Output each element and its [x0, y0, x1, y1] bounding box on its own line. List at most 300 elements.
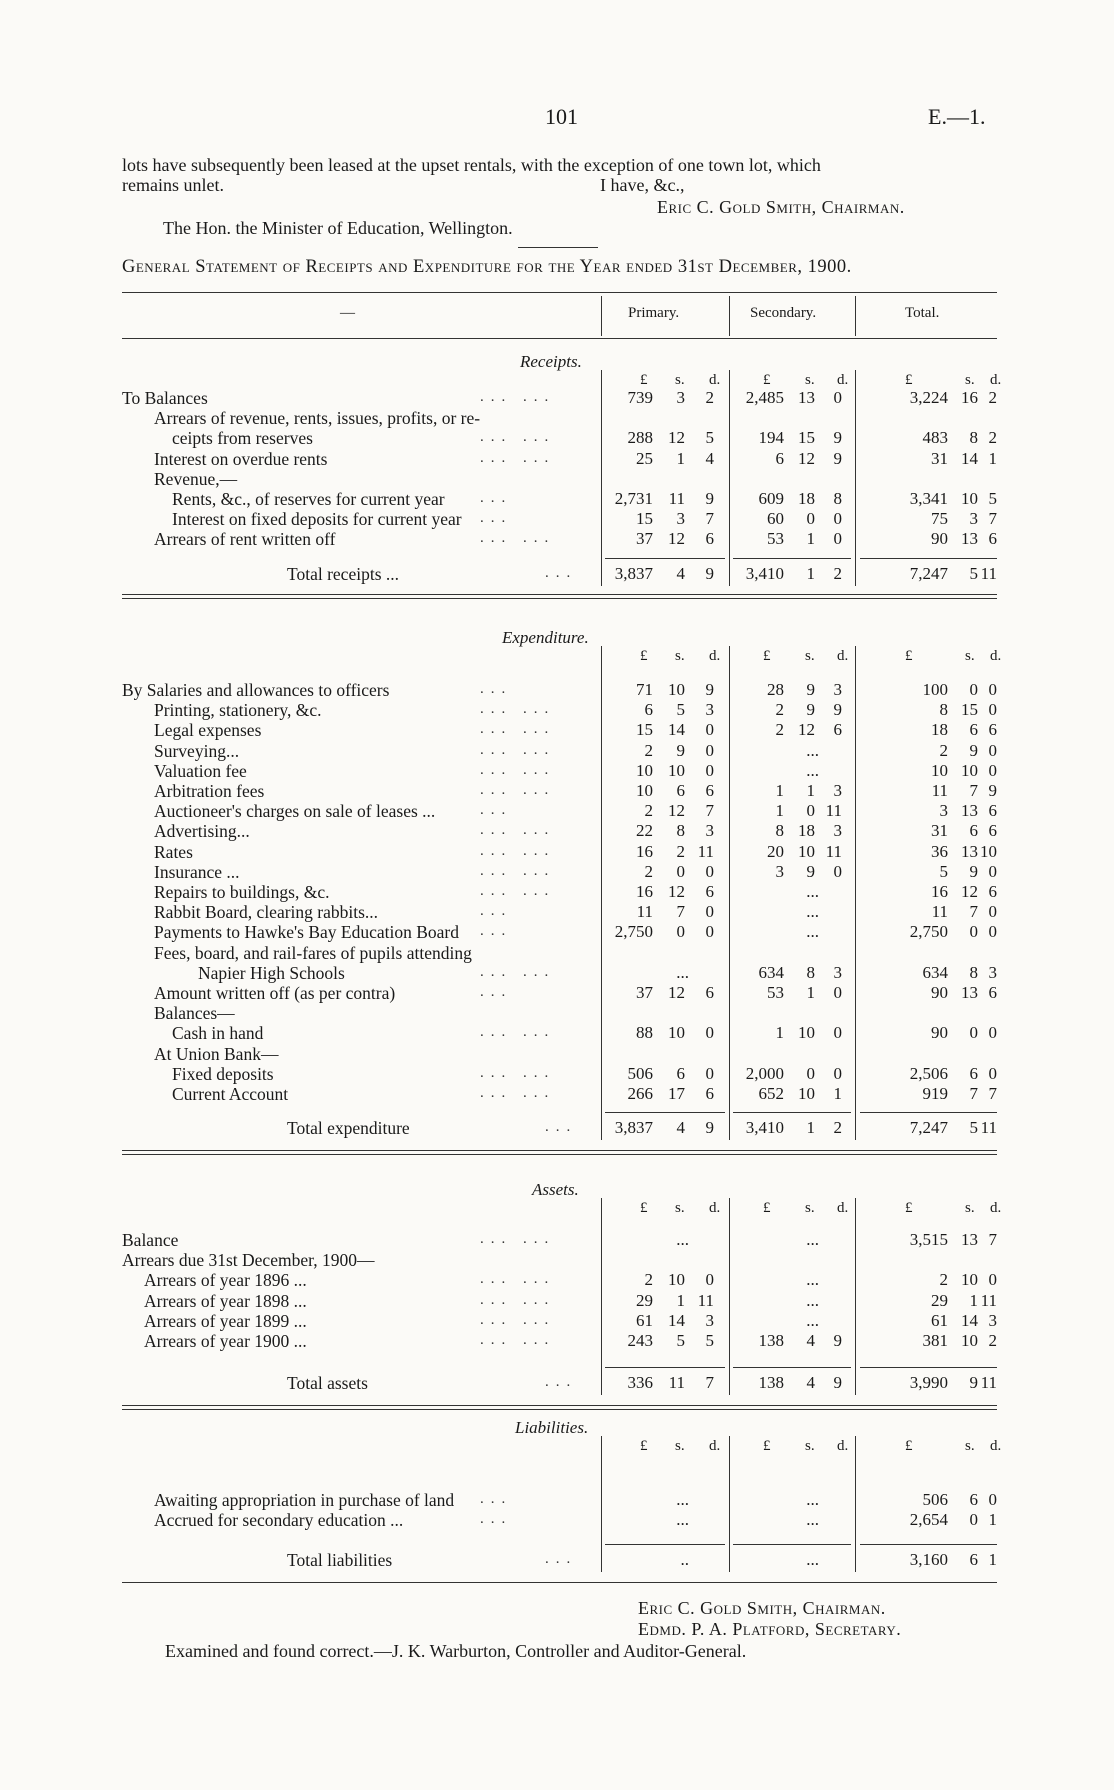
expenditure-heading: Expenditure.: [502, 628, 589, 647]
assets-row-1-leader: ... ...: [480, 1231, 556, 1247]
expenditure-row-6-t-pounds: 11: [931, 781, 948, 800]
receipts-row-8-t-pence: 6: [988, 529, 997, 549]
expenditure-row-18-t-pounds: 90: [931, 1023, 948, 1043]
expenditure-row-9-t-pounds: 36: [931, 841, 948, 861]
receipts-row-3-p-pence: 5: [705, 428, 714, 448]
expenditure-row-16-s-pence: 0: [833, 983, 842, 1002]
receipts-row-4-s-shillings: 12: [798, 448, 815, 468]
expenditure-row-7-t-pence: 6: [988, 801, 997, 821]
expenditure-row-21-p-shillings: 17: [668, 1084, 685, 1103]
expenditure-row-4-label: Surveying...: [154, 740, 240, 761]
expenditure-row-13-p-pounds: 2,750: [614, 922, 653, 942]
receipts-units-p-pence-unit: d.: [709, 372, 721, 388]
receipts-row-7-t-shillings: 3: [969, 509, 978, 529]
receipts-total-s-shillings: 1: [806, 563, 815, 583]
receipts-total-rule-total: [860, 558, 997, 559]
expenditure-row-15-t-pence: 3: [988, 962, 997, 982]
receipts-row-3-label: ceipts from reserves: [172, 428, 313, 449]
expenditure-row-21-t-pence: 7: [988, 1084, 997, 1103]
expenditure-row-9-p-pence: 11: [697, 841, 714, 861]
liabilities-units-p-pound-unit: £: [640, 1438, 648, 1454]
assets-row-5-label: Arrears of year 1899 ...: [144, 1310, 307, 1331]
liabilities-total-t-shillings: 6: [969, 1550, 978, 1570]
expenditure-row-16-p-pence: 6: [705, 983, 714, 1002]
liabilities-total-label: Total liabilities: [287, 1550, 393, 1571]
expenditure-row-9-label: Rates: [154, 841, 193, 862]
expenditure-row-9-s-pence: 11: [825, 841, 842, 861]
assets-units-s-pence-unit: d.: [837, 1200, 849, 1216]
assets-row-1-t-pounds: 3,515: [909, 1230, 948, 1249]
expenditure-total-t-shillings: 5: [969, 1118, 978, 1138]
expenditure-row-1-p-pounds: 71: [636, 680, 653, 699]
receipts-bottom-rule: [122, 594, 997, 595]
expenditure-row-2-s-pounds: 2: [775, 700, 784, 720]
expenditure-units-p-pound-unit: £: [640, 648, 648, 664]
expenditure-row-20-p-pence: 0: [705, 1063, 714, 1083]
expenditure-row-10-s-pence: 0: [833, 861, 842, 881]
liabilities-row-2-t-pounds: 2,654: [909, 1510, 948, 1530]
expenditure-row-6-s-shillings: 1: [806, 781, 815, 800]
receipts-row-1-p-shillings: 3: [676, 388, 685, 407]
receipts-row-8-p-pence: 6: [705, 529, 714, 549]
expenditure-row-3-leader: ... ...: [480, 721, 556, 738]
expenditure-row-4-p-pence: 0: [705, 740, 714, 760]
expenditure-divider-3: [855, 646, 856, 1140]
expenditure-total-p-pence: 9: [705, 1118, 714, 1138]
receipts-total-s-pence: 2: [833, 563, 842, 583]
expenditure-row-3-t-pence: 6: [988, 720, 997, 740]
expenditure-row-3-p-shillings: 14: [668, 720, 685, 740]
expenditure-row-4-t-pounds: 2: [939, 740, 948, 760]
expenditure-row-18-t-pence: 0: [988, 1023, 997, 1043]
receipts-row-1-t-pence: 2: [988, 388, 997, 407]
expenditure-row-3-p-pounds: 15: [636, 720, 653, 740]
assets-row-3-leader: ... ...: [480, 1271, 556, 1288]
expenditure-row-18-s-pounds: 1: [775, 1023, 784, 1043]
expenditure-row-20-s-shillings: 0: [806, 1063, 815, 1083]
receipts-row-3-p-pounds: 288: [627, 428, 653, 448]
liabilities-units-t-shilling-unit: s.: [965, 1438, 975, 1454]
expenditure-row-16-label: Amount written off (as per contra): [154, 983, 396, 1003]
receipts-bottom-rule-2: [122, 598, 997, 599]
expenditure-row-20-leader: ... ...: [480, 1064, 556, 1081]
receipts-row-8-s-pence: 0: [833, 529, 842, 549]
receipts-row-7-s-pounds: 60: [767, 509, 784, 529]
receipts-row-1-t-pounds: 3,224: [909, 388, 948, 407]
receipts-heading: Receipts.: [520, 352, 582, 371]
expenditure-row-13-t-pence: 0: [988, 922, 997, 942]
expenditure-row-8-p-pounds: 22: [636, 821, 653, 841]
expenditure-row-7-s-pence: 11: [825, 801, 842, 821]
receipts-row-3-t-shillings: 8: [969, 428, 978, 448]
receipts-row-3-leader: ... ...: [480, 429, 556, 446]
receipts-row-7-s-shillings: 0: [806, 509, 815, 529]
receipts-row-6-s-pence: 8: [833, 489, 842, 508]
expenditure-row-13-t-pounds: 2,750: [909, 922, 948, 942]
assets-bottom-rule-2: [122, 1409, 997, 1410]
receipts-total-label: Total receipts ...: [287, 563, 399, 584]
receipts-total-leader: ...: [545, 564, 578, 581]
expenditure-row-13-p-shillings: 0: [676, 922, 685, 942]
assets-total-t-pence: 11: [980, 1373, 997, 1393]
assets-row-6-t-pounds: 381: [922, 1331, 948, 1350]
document-code: E.—1.: [928, 104, 986, 129]
expenditure-row-9-p-pounds: 16: [636, 841, 653, 861]
receipts-row-2-label: Arrears of revenue, rents, issues, profits, or re-: [154, 408, 481, 429]
receipts-row-7-p-shillings: 3: [676, 509, 685, 529]
expenditure-row-7-p-pence: 7: [705, 801, 714, 821]
expenditure-row-2-t-shillings: 15: [961, 700, 978, 720]
expenditure-row-16-p-pounds: 37: [636, 983, 653, 1002]
expenditure-row-11-t-pounds: 16: [931, 882, 948, 901]
expenditure-row-8-t-pounds: 31: [931, 821, 948, 841]
receipts-row-8-leader: ... ...: [480, 530, 556, 547]
receipts-total-s-pounds: 3,410: [745, 563, 784, 583]
expenditure-row-2-t-pence: 0: [988, 700, 997, 720]
expenditure-row-3-s-pounds: 2: [775, 720, 784, 740]
expenditure-row-20-p-shillings: 6: [676, 1063, 685, 1083]
assets-total-leader: ...: [545, 1374, 578, 1391]
expenditure-units-p-shilling-unit: s.: [675, 648, 685, 664]
expenditure-divider-2: [729, 646, 730, 1140]
assets-total-p-shillings: 11: [668, 1373, 685, 1393]
expenditure-row-2-t-pounds: 8: [939, 700, 948, 720]
receipts-row-8-s-shillings: 1: [806, 529, 815, 549]
assets-row-6-s-shillings: 4: [806, 1331, 815, 1350]
expenditure-row-5-p-shillings: 10: [668, 760, 685, 780]
expenditure-row-1-label: By Salaries and allowances to officers: [122, 680, 390, 700]
receipts-row-7-label: Interest on fixed deposits for current year: [172, 509, 462, 530]
expenditure-row-20-t-pounds: 2,506: [909, 1063, 948, 1083]
receipts-row-6-t-pounds: 3,341: [909, 489, 948, 508]
expenditure-row-16-t-pence: 6: [988, 983, 997, 1002]
expenditure-row-10-p-shillings: 0: [676, 861, 685, 881]
expenditure-units-s-pence-unit: d.: [837, 648, 849, 664]
expenditure-row-1-t-pounds: 100: [922, 680, 948, 699]
expenditure-row-21-leader: ... ...: [480, 1085, 556, 1101]
assets-row-3-p-shillings: 10: [668, 1270, 685, 1290]
expenditure-divider-1: [601, 646, 602, 1140]
expenditure-row-6-p-shillings: 6: [676, 781, 685, 800]
expenditure-row-6-s-pence: 3: [833, 781, 842, 800]
expenditure-bottom-rule: [122, 1150, 997, 1151]
receipts-row-6-t-pence: 5: [988, 489, 997, 508]
assets-row-6-p-pence: 5: [705, 1331, 714, 1350]
assets-row-4-p-shillings: 1: [676, 1290, 685, 1310]
expenditure-row-10-t-pounds: 5: [939, 861, 948, 881]
expenditure-row-18-p-pounds: 88: [636, 1023, 653, 1043]
expenditure-row-5-label: Valuation fee: [154, 760, 247, 781]
expenditure-row-18-leader: ... ...: [480, 1024, 556, 1041]
receipts-row-6-s-shillings: 18: [798, 489, 815, 508]
assets-total-rule-total: [860, 1367, 997, 1368]
expenditure-row-18-label: Cash in hand: [172, 1023, 264, 1044]
assets-row-1-p-pounds: ...: [676, 1230, 689, 1249]
intro-line-2: remains unlet.: [122, 175, 224, 195]
expenditure-row-16-p-shillings: 12: [668, 983, 685, 1002]
receipts-units-t-pence-unit: d.: [990, 372, 1002, 388]
liabilities-row-2-s-pounds: ...: [806, 1510, 819, 1530]
short-rule: [518, 247, 598, 248]
receipts-row-8-p-pounds: 37: [636, 529, 653, 549]
expenditure-units-p-pence-unit: d.: [709, 648, 721, 664]
expenditure-row-4-leader: ... ...: [480, 741, 556, 758]
assets-row-1-s-pounds: ...: [806, 1230, 819, 1249]
expenditure-row-7-t-shillings: 13: [961, 801, 978, 821]
assets-bottom-rule: [122, 1405, 997, 1406]
receipts-row-7-t-pounds: 75: [931, 509, 948, 529]
receipts-total-rule-primary: [605, 558, 725, 559]
assets-units-s-pound-unit: £: [763, 1200, 771, 1216]
assets-row-5-s-pounds: ...: [806, 1310, 819, 1330]
assets-row-3-t-shillings: 10: [961, 1270, 978, 1290]
receipts-row-7-p-pounds: 15: [636, 509, 653, 529]
expenditure-row-15-t-shillings: 8: [969, 962, 978, 982]
receipts-row-3-p-shillings: 12: [668, 428, 685, 448]
assets-row-5-t-pence: 3: [988, 1310, 997, 1330]
expenditure-row-15-t-pounds: 634: [922, 962, 948, 982]
assets-row-5-leader: ... ...: [480, 1311, 556, 1328]
expenditure-row-12-t-pence: 0: [988, 902, 997, 922]
receipts-row-1-s-pounds: 2,485: [745, 388, 784, 407]
expenditure-row-21-t-pounds: 919: [922, 1084, 948, 1103]
expenditure-row-11-p-pence: 6: [705, 882, 714, 901]
assets-row-5-p-pounds: 61: [636, 1310, 653, 1330]
expenditure-row-6-label: Arbitration fees: [154, 781, 265, 801]
expenditure-row-10-p-pounds: 2: [644, 861, 653, 881]
expenditure-row-21-s-pence: 1: [833, 1084, 842, 1103]
expenditure-total-rule-total: [860, 1112, 997, 1113]
receipts-row-4-t-pounds: 31: [931, 448, 948, 468]
expenditure-row-12-p-pounds: 11: [636, 902, 653, 922]
expenditure-row-6-p-pounds: 10: [636, 781, 653, 800]
receipts-divider-3: [855, 370, 856, 586]
expenditure-row-15-label: Napier High Schools: [198, 962, 345, 983]
header-divider-1: [601, 296, 602, 336]
expenditure-row-9-t-shillings: 13: [961, 841, 978, 861]
receipts-row-4-t-pence: 1: [988, 448, 997, 468]
expenditure-row-11-p-shillings: 12: [668, 882, 685, 901]
assets-row-4-label: Arrears of year 1898 ...: [144, 1290, 307, 1311]
liabilities-total-rule-primary: [605, 1544, 725, 1545]
expenditure-row-21-label: Current Account: [172, 1084, 289, 1104]
expenditure-row-8-label: Advertising...: [154, 821, 250, 842]
expenditure-row-2-p-shillings: 5: [676, 700, 685, 720]
expenditure-row-5-t-pounds: 10: [931, 760, 948, 780]
expenditure-row-11-s-pounds: ...: [806, 882, 819, 901]
footer-signature-chairman: Eric C. Gold Smith, Chairman.: [638, 1598, 886, 1618]
assets-units-t-pound-unit: £: [905, 1200, 913, 1216]
liabilities-units-p-pence-unit: d.: [709, 1438, 721, 1454]
assets-total-p-pounds: 336: [627, 1373, 653, 1393]
expenditure-row-1-s-shillings: 9: [806, 680, 815, 699]
expenditure-row-6-leader: ... ...: [480, 782, 556, 798]
expenditure-row-11-p-pounds: 16: [636, 882, 653, 901]
expenditure-row-7-p-shillings: 12: [668, 801, 685, 821]
expenditure-row-12-s-pounds: ...: [806, 902, 819, 922]
expenditure-row-16-s-shillings: 1: [806, 983, 815, 1002]
expenditure-row-2-label: Printing, stationery, &c.: [154, 700, 322, 721]
receipts-row-6-t-shillings: 10: [961, 489, 978, 508]
assets-row-6-t-shillings: 10: [961, 1331, 978, 1350]
receipts-total-t-pounds: 7,247: [909, 563, 948, 583]
receipts-row-1-p-pounds: 739: [627, 388, 653, 407]
assets-total-label: Total assets: [287, 1373, 368, 1394]
assets-total-s-pence: 9: [833, 1373, 842, 1393]
expenditure-row-1-s-pence: 3: [833, 680, 842, 699]
column-header-blank: —: [340, 305, 355, 321]
expenditure-row-18-s-pence: 0: [833, 1023, 842, 1043]
expenditure-row-16-t-shillings: 13: [961, 983, 978, 1002]
expenditure-row-19-label: At Union Bank—: [154, 1043, 279, 1064]
expenditure-row-9-leader: ... ...: [480, 842, 556, 859]
expenditure-units-s-shilling-unit: s.: [805, 648, 815, 664]
assets-row-4-t-pounds: 29: [931, 1290, 948, 1310]
assets-row-4-p-pounds: 29: [636, 1290, 653, 1310]
receipts-total-p-pence: 9: [705, 563, 714, 583]
expenditure-row-8-t-pence: 6: [988, 821, 997, 841]
expenditure-row-3-label: Legal expenses: [154, 720, 262, 741]
liabilities-row-1-t-shillings: 6: [969, 1490, 978, 1509]
expenditure-row-2-s-pence: 9: [833, 700, 842, 720]
receipts-row-7-s-pence: 0: [833, 509, 842, 529]
liabilities-total-p-pounds: ..: [680, 1550, 689, 1570]
receipts-row-3-s-pounds: 194: [758, 428, 784, 448]
assets-row-6-t-pence: 2: [988, 1331, 997, 1350]
receipts-total-p-pounds: 3,837: [614, 563, 653, 583]
expenditure-row-10-label: Insurance ...: [154, 861, 240, 882]
expenditure-row-16-leader: ...: [480, 984, 513, 1000]
liabilities-divider-1: [601, 1436, 602, 1572]
expenditure-row-13-s-pounds: ...: [806, 922, 819, 942]
expenditure-row-2-s-shillings: 9: [806, 700, 815, 720]
assets-row-4-s-pounds: ...: [806, 1290, 819, 1310]
receipts-row-8-label: Arrears of rent written off: [154, 529, 336, 550]
assets-total-s-pounds: 138: [758, 1373, 784, 1393]
expenditure-row-4-p-shillings: 9: [676, 740, 685, 760]
receipts-units-s-pound-unit: £: [763, 372, 771, 388]
expenditure-row-15-s-shillings: 8: [806, 962, 815, 982]
sign-off: I have, &c.,: [600, 175, 685, 195]
expenditure-row-20-s-pounds: 2,000: [745, 1063, 784, 1083]
liabilities-units-s-shilling-unit: s.: [805, 1438, 815, 1454]
assets-row-5-t-pounds: 61: [931, 1310, 948, 1330]
liabilities-units-s-pound-unit: £: [763, 1438, 771, 1454]
expenditure-row-11-t-pence: 6: [988, 882, 997, 901]
expenditure-row-3-s-pence: 6: [833, 720, 842, 740]
expenditure-row-11-t-shillings: 12: [961, 882, 978, 901]
assets-units-p-pound-unit: £: [640, 1200, 648, 1216]
receipts-row-4-s-pence: 9: [833, 448, 842, 468]
receipts-row-5-label: Revenue,—: [154, 468, 238, 489]
expenditure-row-9-s-pounds: 20: [767, 841, 784, 861]
assets-row-6-p-shillings: 5: [676, 1331, 685, 1350]
assets-row-6-s-pence: 9: [833, 1331, 842, 1350]
expenditure-row-9-t-pence: 10: [980, 841, 997, 861]
expenditure-row-7-t-pounds: 3: [939, 801, 948, 821]
assets-divider-3: [855, 1198, 856, 1395]
receipts-units-t-shilling-unit: s.: [965, 372, 975, 388]
expenditure-row-10-t-shillings: 9: [969, 861, 978, 881]
expenditure-row-9-p-shillings: 2: [676, 841, 685, 861]
expenditure-row-5-s-pounds: ...: [806, 760, 819, 780]
expenditure-row-4-t-pence: 0: [988, 740, 997, 760]
expenditure-row-2-p-pence: 3: [705, 700, 714, 720]
assets-total-rule-secondary: [733, 1367, 851, 1368]
assets-row-4-p-pence: 11: [697, 1290, 714, 1310]
receipts-row-4-s-pounds: 6: [775, 448, 784, 468]
expenditure-row-13-p-pence: 0: [705, 922, 714, 942]
expenditure-row-14-label: Fees, board, and rail-fares of pupils attending: [154, 942, 472, 963]
expenditure-row-6-t-pence: 9: [988, 781, 997, 800]
assets-row-5-t-shillings: 14: [961, 1310, 978, 1330]
expenditure-row-8-t-shillings: 6: [969, 821, 978, 841]
expenditure-row-8-leader: ... ...: [480, 822, 556, 839]
expenditure-row-16-t-pounds: 90: [931, 983, 948, 1002]
expenditure-row-15-s-pounds: 634: [758, 962, 784, 982]
assets-units-t-shilling-unit: s.: [965, 1200, 975, 1216]
assets-row-1-label: Balance: [122, 1230, 179, 1250]
receipts-row-4-p-pence: 4: [705, 448, 714, 468]
assets-total-t-pounds: 3,990: [909, 1373, 948, 1393]
expenditure-total-p-pounds: 3,837: [614, 1118, 653, 1138]
header-divider-3: [855, 296, 856, 336]
liabilities-row-1-p-pounds: ...: [676, 1490, 689, 1509]
receipts-total-rule-secondary: [733, 558, 851, 559]
liabilities-units-s-pence-unit: d.: [837, 1438, 849, 1454]
expenditure-row-8-s-pence: 3: [833, 821, 842, 841]
assets-row-6-leader: ... ...: [480, 1332, 556, 1348]
assets-row-2-label: Arrears due 31st December, 1900—: [122, 1250, 375, 1271]
expenditure-row-7-label: Auctioneer's charges on sale of leases ...: [154, 801, 436, 822]
column-header-secondary: Secondary.: [750, 305, 817, 321]
receipts-row-8-p-shillings: 12: [668, 529, 685, 549]
expenditure-row-4-s-pounds: ...: [806, 740, 819, 760]
receipts-row-8-t-shillings: 13: [961, 529, 978, 549]
receipts-row-1-s-pence: 0: [833, 388, 842, 407]
liabilities-row-1-t-pence: 0: [988, 1490, 997, 1509]
assets-row-5-p-pence: 3: [705, 1310, 714, 1330]
assets-total-s-shillings: 4: [806, 1373, 815, 1393]
receipts-units-p-shilling-unit: s.: [675, 372, 685, 388]
expenditure-row-3-t-shillings: 6: [969, 720, 978, 740]
expenditure-row-13-leader: ...: [480, 923, 513, 940]
assets-units-p-pence-unit: d.: [709, 1200, 721, 1216]
expenditure-row-4-t-shillings: 9: [969, 740, 978, 760]
expenditure-row-7-leader: ...: [480, 802, 513, 819]
expenditure-row-17-label: Balances—: [154, 1003, 235, 1024]
receipts-row-6-p-pence: 9: [705, 489, 714, 508]
expenditure-row-2-p-pounds: 6: [644, 700, 653, 720]
expenditure-row-1-t-pence: 0: [988, 680, 997, 699]
examined-statement: Examined and found correct.—J. K. Warburton, Controller and Auditor-General.: [165, 1641, 747, 1661]
expenditure-row-21-t-shillings: 7: [969, 1084, 978, 1103]
expenditure-row-5-p-pence: 0: [705, 760, 714, 780]
assets-row-4-leader: ... ...: [480, 1291, 556, 1308]
liabilities-divider-3: [855, 1436, 856, 1572]
liabilities-total-leader: ...: [545, 1551, 578, 1568]
expenditure-row-3-p-pence: 0: [705, 720, 714, 740]
expenditure-row-2-leader: ... ...: [480, 701, 556, 718]
expenditure-row-21-s-shillings: 10: [798, 1084, 815, 1103]
liabilities-row-2-t-pence: 1: [988, 1510, 997, 1530]
expenditure-row-10-s-shillings: 9: [806, 861, 815, 881]
receipts-row-3-s-pence: 9: [833, 428, 842, 448]
expenditure-row-13-label: Payments to Hawke's Bay Education Board: [154, 922, 459, 943]
expenditure-row-3-s-shillings: 12: [798, 720, 815, 740]
receipts-row-7-t-pence: 7: [988, 509, 997, 529]
receipts-units-s-shilling-unit: s.: [805, 372, 815, 388]
